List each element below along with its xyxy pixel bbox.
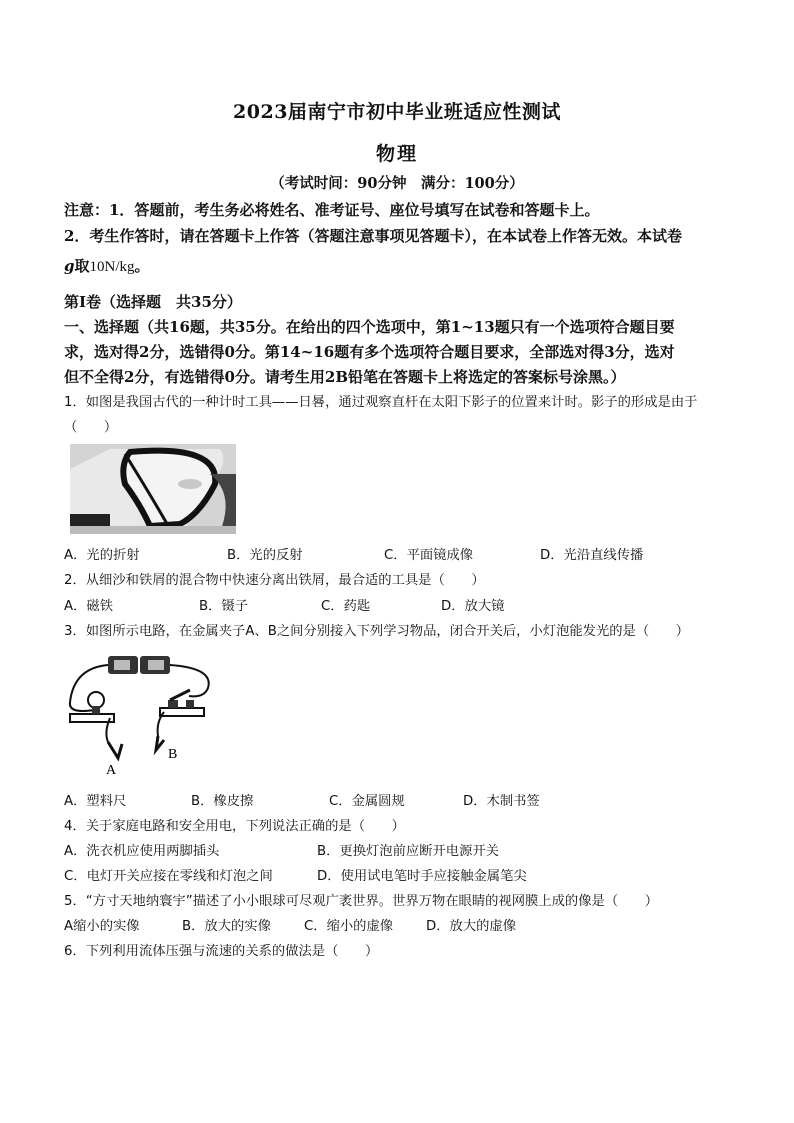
q5-option-b[interactable]: B．放大的实像	[182, 919, 271, 934]
q3-option-c[interactable]: C．金属圆规	[329, 794, 405, 809]
q5-option-d[interactable]: D．放大的虚像	[426, 919, 517, 934]
q5-option-c[interactable]: C．缩小的虚像	[304, 919, 394, 934]
notice-line-3	[64, 255, 150, 276]
q4-option-b[interactable]: B．更换灯泡前应断开电源开关	[317, 844, 499, 859]
q5-option-a[interactable]: A缩小的实像	[64, 919, 140, 934]
exam-subject: 物理	[375, 143, 418, 165]
q2-option-d[interactable]: D．放大镜	[441, 599, 505, 614]
clip-a-label: A	[106, 763, 117, 778]
q2-option-a[interactable]: A．磁铁	[64, 599, 113, 614]
section-instruction-3: 但不全得2分，有选错得0分。请考生用2B铅笔在答题卡上将选定的答案标号涂黑。）	[64, 368, 626, 386]
exam-title: 2023届南宁市初中毕业班适应性测试	[233, 101, 561, 123]
gravity-unit: 10N/kg	[89, 259, 135, 275]
variable-g: g	[64, 257, 75, 275]
section-instruction-1: 一、选择题（共16题，共35分。在给出的四个选项中，第1~13题只有一个选项符合题目要	[64, 318, 675, 336]
question-1-stem: 1．如图是我国古代的一种计时工具——日晷，通过观察直杆在太阳下影子的位置来计时。影子的形成是由于	[64, 395, 698, 410]
notice-line-2: 2．考生作答时，请在答题卡上作答（答题注意事项见答题卡），在本试卷上作答无效。本试卷	[64, 227, 682, 245]
q4-option-a[interactable]: A．洗衣机应使用两脚插头	[64, 844, 220, 859]
q1-option-c[interactable]: C．平面镜成像	[384, 548, 474, 563]
question-2-stem: 2．从细沙和铁屑的混合物中快速分离出铁屑，最合适的工具是（ ）	[64, 573, 485, 588]
circuit-diagram	[64, 652, 214, 778]
q4-option-c[interactable]: C．电灯开关应接在零线和灯泡之间	[64, 869, 273, 884]
question-1-stem-bracket: （ ）	[64, 420, 118, 435]
clip-b-label: B	[168, 747, 178, 762]
section-heading: 第Ⅰ卷（选择题 共35分）	[64, 293, 242, 311]
q1-option-d[interactable]: D．光沿直线传播	[540, 548, 644, 563]
notice-end: 。	[134, 257, 150, 275]
q3-option-b[interactable]: B．橡皮擦	[191, 794, 254, 809]
q2-option-c[interactable]: C．药匙	[321, 599, 371, 614]
q2-option-b[interactable]: B．镊子	[199, 599, 249, 614]
question-3-stem: 3．如图所示电路，在金属夹子A、B之间分别接入下列学习物品，闭合开关后，小灯泡能发光的是（ ）	[64, 624, 690, 639]
question-5-stem: 5．“方寸天地纳寰宇”描述了小小眼球可尽观广袤世界。世界万物在眼睛的视网膜上成的像是（ ）	[64, 894, 659, 909]
sundial-photo	[70, 444, 236, 534]
notice-line-1: 注意：1．答题前，考生务必将姓名、准考证号、座位号填写在试卷和答题卡上。	[64, 201, 600, 219]
question-6-stem: 6．下列利用流体压强与流速的关系的做法是（ ）	[64, 944, 379, 959]
question-4-stem: 4．关于家庭电路和安全用电，下列说法正确的是（ ）	[64, 819, 405, 834]
q1-option-b[interactable]: B．光的反射	[227, 548, 303, 563]
q3-option-a[interactable]: A．塑料尺	[64, 794, 127, 809]
section-instruction-2: 求，选对得2分，选错得0分。第14~16题有多个选项符合题目要求，全部选对得3分，选对	[64, 343, 675, 361]
notice-take: 取	[74, 257, 90, 275]
exam-info: （考试时间：90分钟 满分：100分）	[270, 175, 524, 192]
q1-option-a[interactable]: A．光的折射	[64, 548, 140, 563]
q3-option-d[interactable]: D．木制书签	[463, 794, 540, 809]
q4-option-d[interactable]: D．使用试电笔时手应接触金属笔尖	[317, 869, 527, 884]
